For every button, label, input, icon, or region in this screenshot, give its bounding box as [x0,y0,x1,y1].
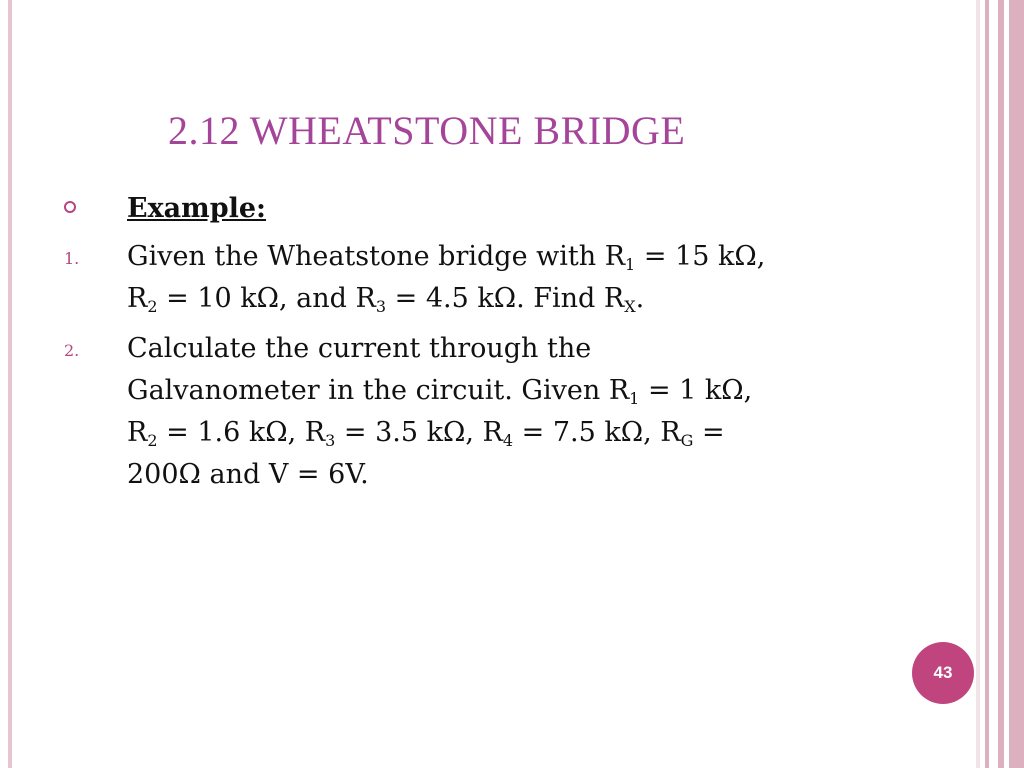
text-run: = 4.5 kΩ. Find R [386,283,625,314]
text-run: . [635,283,645,314]
text-line [127,236,887,278]
circle-bullet-icon [64,201,76,213]
text-line [127,412,887,454]
item-number: 2. [64,341,80,360]
text-run: = 1.6 kΩ, R [157,417,326,448]
text-run: = 1 kΩ, [639,375,753,406]
text-run: = 15 kΩ, [635,241,766,272]
item-number: 1. [64,249,80,268]
text-run: = 10 kΩ, and R [157,283,376,314]
text-line [127,278,887,320]
subscript: 2 [147,297,158,316]
text-run: = 7.5 kΩ, R [513,417,681,448]
slide-title: 2.12 WHEATSTONE BRIDGE [168,108,686,153]
example-heading: Example: [127,193,267,224]
subscript: X [624,297,636,316]
text-run: Calculate the current through the [127,333,592,364]
subscript: 1 [629,389,640,408]
text-run: R [127,283,148,314]
text-line [127,370,887,412]
subscript: 3 [325,431,336,450]
subscript: 1 [625,255,636,274]
text-run: = [693,417,725,448]
subscript: 4 [502,431,514,450]
page-number-badge: 43 [912,642,974,704]
problem-1-text [127,236,887,320]
text-run: R [127,417,148,448]
text-run: = 3.5 kΩ, R [335,417,503,448]
text-run: Given the Wheatstone bridge with R [127,241,626,272]
problem-2-text [127,328,887,496]
subscript: 3 [375,297,387,316]
subscript: G [680,431,694,450]
text-run: 200Ω and V = 6V. [127,459,369,490]
text-run: Galvanometer in the circuit. Given R [127,375,630,406]
text-line [127,454,887,496]
subscript: 2 [147,431,158,450]
text-line [127,328,887,370]
